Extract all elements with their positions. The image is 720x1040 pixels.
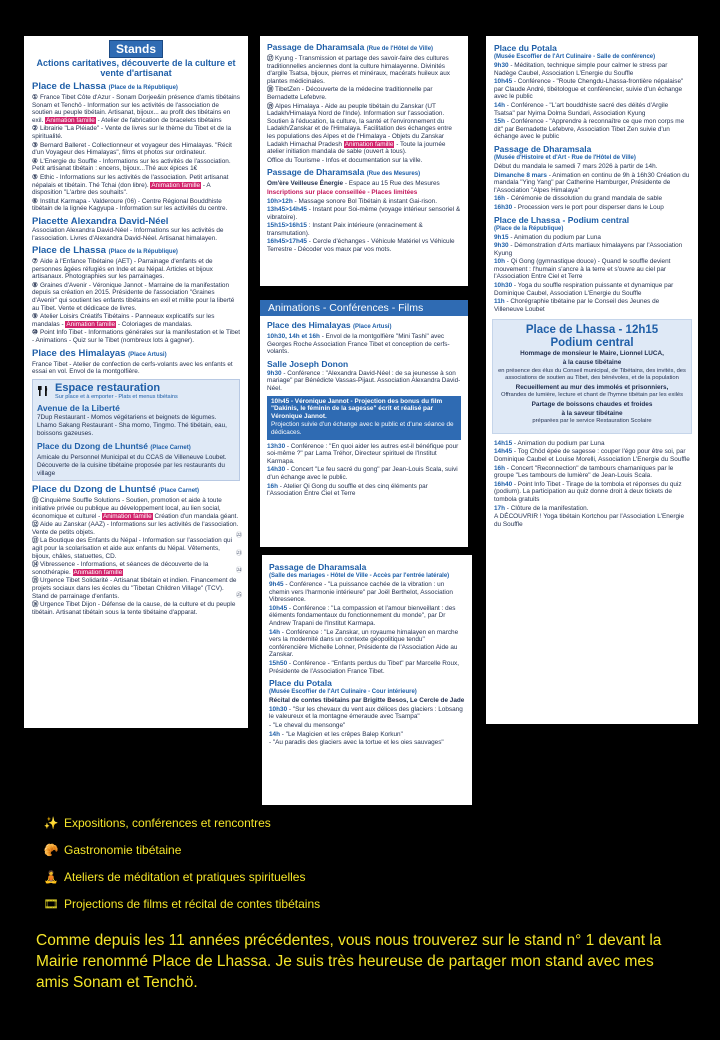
stand-entry: Découverte de la cuisine tibétaine proposée par les restaurants du village xyxy=(37,462,225,477)
podium-line: à la cause tibétaine xyxy=(562,359,622,367)
stand-entry: ⑬ La Boutique des Enfants du Népal - Information sur l'association qui agit pour la scolarisation et aide aux enfants du Népal. Vêtements, bijoux, châles, statuettes, CD. xyxy=(32,537,232,560)
stand-list xyxy=(32,497,240,616)
sparkles-icon: ✨ xyxy=(43,815,59,830)
schedule-entry: 10h - Qi Gong (gymnastique douce) - Quand le souffle devient mouvement : l'humain s'ancre à la terre et s'ouvre au ciel par l'Association Entre Ciel et Terre xyxy=(494,258,671,281)
restauration-title: Espace restauration xyxy=(55,381,161,394)
section-heading: Place de Lhassa (Place de la République) xyxy=(32,245,178,257)
legend-item: ✨ Expositions, conférences et rencontres xyxy=(43,815,271,830)
schedule-entry: 14h30 - Concert "Le feu sacré du gong" par Jean-Louis Scala, suivi d'un échange avec le public. xyxy=(267,466,458,481)
restauration-box xyxy=(32,379,240,482)
section-subheading: (Musée d'Histoire et d'Art - Rue de l'Hôtel de Ville) xyxy=(494,154,636,161)
section-heading: Place du Dzong de Lhuntsé (Place Carnet) xyxy=(37,440,191,451)
podium-line: à la saveur tibétaine xyxy=(561,409,623,417)
section-heading: Avenue de la Liberté xyxy=(37,402,120,413)
schedule-list xyxy=(267,443,461,498)
stand-entry: ⑩ Point Info Tibet - Informations générales sur la manifestation et le Tibet - Animations - Quiz sur le Tibet (nombreux lots à gagner). xyxy=(32,329,240,345)
stand-number: ㉕ xyxy=(236,593,243,599)
stand-entry: ⑰ Kyung - Transmission et partage des savoir-faire des cultures traditionnelles anciennes dont la culture himalayenne. Divinités d'argile Tsatsa, bijoux, pierres et minéraux, macérats huileux aux plantes médicinales. xyxy=(267,55,450,85)
schedule-entry: 14h - "Le Magicien et les crêpes Balep Korkun" xyxy=(269,730,403,738)
schedule-entry: 10h45 - Conférence : "La compassion et l'amour bienveillant : des éléments fondamentaux du fonctionnement du monde", par Dr Andrew Trapani de l'Institut Karmapa. xyxy=(269,604,456,627)
restaurant-list xyxy=(37,454,235,478)
animation-famille-badge: Animation famille xyxy=(66,320,116,328)
podium-line: Recueillement au mur des immolés et prisonniers, xyxy=(515,383,669,391)
stands-subtitle: Actions caritatives, découverte de la culture et vente d'artisanat xyxy=(36,58,236,78)
schedule-entry: 13h45>14h45 - Instant pour Soi-mème (voyage intérieur sensoriel & vibratoire). xyxy=(267,206,461,221)
stand-entry: Office du Tourisme - Infos et documentation sur la ville. xyxy=(267,156,423,164)
stand-entry: ② Librairie "La Pléiade" - Vente de livres sur le thème du Tibet et de la spiritualité. xyxy=(32,125,232,140)
stand-number: ㉒ xyxy=(236,533,243,539)
stand-entry: ④ L'Energie du Souffle - Informations sur les activités de l'association. Petit artisanat tibétain : encens, bijoux...Thé aux épices 1€ xyxy=(32,157,231,173)
schedule-entry: 15h - Conférence - "Apprendre à reconnaître ce que mon corps me dit" par Bernadette Lefebvre, Association Tibet Zen suivie d'un échange avec le public xyxy=(494,118,685,141)
stands-card xyxy=(24,36,248,728)
schedule-entry: Dimanche 8 mars - Animation en continu de 9h à 16h30 Création du mandala "Ying Yang" par Catherine Hamburger, Présidente de l'Association "Alpes Himalaya" xyxy=(494,171,690,194)
schedule-entry: 10h>12h - Massage sonore Bol Tibétain & instant Gai-rison. xyxy=(267,197,437,205)
schedule-entry: 14h - Conférence - "L'art bouddhiste sacré des déités d'Argile Tsatsa" par Nyima Dolma Sundari, Association Kyung xyxy=(494,101,669,117)
schedule-entry: 13h30 - Conférence : "En quoi aider les autres est-il bénéfique pour soi-même ?" par Lama Tréhor, Directeur spirituel de l'Institut Karmapa. xyxy=(267,442,459,465)
stand-list xyxy=(267,55,461,164)
meditation-icon: 🧘 xyxy=(43,869,59,884)
stand-entry: ① France Tibet Côte d'Azur - Sonam Dorjee&in présence d'amis tibétains Sonam et Tenchö - Information sur les activités de l'association de soutien au peuple tibétain. Artisanat, bijoux... au profit des tibétains en exil. Animation famille - Atelier de fabrication de bracelets tibétains xyxy=(32,94,240,124)
podium-line: Offrandes de lumière, lecture et chant de l'hymne tibétain par les exilés xyxy=(500,392,684,399)
ov-inscription: Inscriptions sur place conseillée - Places limitées xyxy=(267,188,418,196)
schedule-list xyxy=(494,440,690,529)
animation-famille-badge: Animation famille xyxy=(46,116,95,124)
stand-entry: Association Alexandra David-Néel - Informations sur les activités de l'association. Livres d'Alexandra David-Néel. Artisanat himalayen. xyxy=(32,226,224,242)
animations-bar: Animations - Conférences - Films xyxy=(260,300,468,316)
schedule-list xyxy=(494,234,690,314)
animation-famille-badge: Animation famille xyxy=(73,568,123,576)
dharamsala-card xyxy=(260,36,468,286)
jannot-box: 10h45 - Véronique Jannot - Projection des bonus du film "Dakinis, le féminin de la sagesse" écrit et réalisé par Véronique Jannot. Projection suivie d'un échange avec le public et d'une séance de dédicaces. xyxy=(267,396,461,440)
stand-entry: ⑯ Urgence Tibet Dijon - Défense de la cause, de la culture et du peuple tibétain. Artisanat tibétain sous la tente tibétaine d'apparat. xyxy=(32,601,236,616)
film-icon: 🎞 xyxy=(43,896,59,911)
schedule-entry: 10h30 - Yoga du souffle respiration puissante et dynamique par Dominique Caubel, Association L'Energie du Souffle xyxy=(494,282,674,297)
section-subheading: (Musée Escoffier de l'Art Culinaire - Salle de conférence) xyxy=(494,54,656,60)
schedule-entry: 17h - Clôture de la manifestation. xyxy=(494,504,589,512)
stand-list xyxy=(32,258,240,345)
stand-entry: ⑲ Alpes Himalaya - Aide au peuple tibétain du Zanskar (UT Ladakh/Himalaya Nord de l'Inde). Information sur l'association. Soutien à l'éducation, la culture, la santé et l'environnement du Ladakh/Zanskar et de l'Himalaya. Facilitation des échanges entre les populations des Alpes et de l'Himalaya - Objets du Zanskar Ladakh Himachal Pradesh Animation famille - Toute la journée atelier initiation mandala de sable (ouvert à tous). xyxy=(267,102,452,156)
stand-entry: ⑮ Urgence Tibet Solidarité - Artisanat tibétain et indien. Financement de projets sociaux dans les écoles du "Tibetan Children Village" (TCV). Stand de parrainage d'enfants. xyxy=(32,577,237,600)
animations-card xyxy=(260,300,468,547)
schedule-entry: 10h45 - Conférence - "Route Chengdu-Lhassa-frontière népalaise" par Claude André, tibétologue et conférencier, suivie d'un échange avec le public xyxy=(494,78,684,101)
section-heading: Passage de Dharamsala xyxy=(269,562,367,572)
schedule-entry: 14h - Conférence : "Le Zanskar, un royaume himalayen en marche vers la modernité dans un contexte géopolitique tendu" conférencière Michelle Lohner, Présidente de l'Association Aide au Zanskar. xyxy=(269,628,459,659)
stand-entry: ③ Bernard Balleret - Collectionneur et voyageur des Himalayas. "Récit d'un Voyageur des Himalayas", films et photos sur ordinateur. xyxy=(32,141,232,157)
stand-entry: 7Dup Restaurant - Momos végétariens et beignets de légumes. xyxy=(37,413,217,421)
section-subheading: (Place de la République) xyxy=(494,225,564,232)
section-heading: Placette Alexandra David-Néel xyxy=(32,215,169,227)
restauration-subtitle: Sur place et à emporter - Plats et menus tibétains xyxy=(55,393,178,400)
ov-line: Om'ère Veilleuse Énergie - Espace au 15 Rue des Mesures xyxy=(267,180,440,188)
stand-list xyxy=(32,227,240,242)
schedule-entry: - "Au paradis des glaciers avec la tortue et les oies sauvages" xyxy=(269,739,444,747)
mandala-intro: Début du mandala le samedi 7 mars 2026 à partir de 14h. xyxy=(494,162,658,170)
stand-list xyxy=(32,361,240,376)
animation-famille-badge: Animation famille xyxy=(344,140,394,148)
potala-card xyxy=(486,36,698,724)
schedule-list xyxy=(494,172,690,212)
section-subheading: (Musée Escoffier de l'Art Culinaire - Cour intérieure) xyxy=(269,689,417,696)
restaurant-list xyxy=(37,414,235,438)
section-heading: Passage de Dharamsala (Rue des Mesures) xyxy=(267,167,421,178)
animation-famille-badge: Animation famille xyxy=(103,512,152,520)
schedule-entry: 16h - Cérémonie de dissolution du grand mandala de sable xyxy=(494,195,663,203)
section-heading: Passage de Dharamsala (Rue de l'Hôtel de Ville) xyxy=(267,42,434,52)
stands-header xyxy=(32,40,240,78)
podium-subtitle: Podium central xyxy=(550,337,634,350)
schedule-entry: 9h30 - Conférence : "Alexandra David-Néel : de sa jeunesse à son mariage" par Bénédicte Vassas-Pijaut. Association Alexandra David-Néel. xyxy=(267,369,461,392)
schedule-list xyxy=(267,333,461,356)
stand-entry: Amicale du Personnel Municipal et du CCAS de Villeneuve Loubet. xyxy=(37,453,227,461)
schedule-entry: 11h - Chorégraphie tibétaine par le Conseil des Jeunes de Villeneuve Loubet xyxy=(494,298,660,313)
legend-item: 🥐 Gastronomie tibétaine xyxy=(43,842,182,857)
section-heading: Place du Potala xyxy=(269,678,332,689)
podium-title: Place de Lhassa - 12h15 xyxy=(525,324,659,337)
stands-title: Stands xyxy=(109,40,163,58)
schedule-entry: 9h45 - Conférence - "La puissance cachée de la vibration : un chemin vers l'harmonie intérieure" par Joël Berthelot, Association Vibressence. xyxy=(269,581,453,604)
podium-box xyxy=(492,319,692,433)
legend xyxy=(44,816,684,924)
schedule-entry: 10h30, 14h et 16h - Envol de la montgolfière "Mini Tashi" avec Georges Roche Association France Tibet et conception de cerfs-volants. xyxy=(267,333,450,356)
stand-entry: ⑤ Ethic - Informations sur les activités de l'association. Petit artisanat népalais et tibétain. Thé Tchai (don libre). Animation famille - A disposition "L'arbre des souhaits". xyxy=(32,173,229,197)
section-heading: Salle Joseph Donon xyxy=(267,358,349,369)
stand-entry: ⑦ Aide à l'Enfance Tibétaine (AET) - Parrainage d'enfants et de personnes âgées réfugiés en Inde et au Népal. Articles et bijoux artisanaux. Photographies sur les parrainages. xyxy=(32,258,213,281)
stand-entry: ⑭ Vibressence - Informations, et séances de découverte de la sonothérapie. Animation famille xyxy=(32,561,209,576)
schedule-entry: 15h50 - Conférence - "Enfants perdus du Tibet" par Marcelle Roux, Présidente de l'Association France Tibet. xyxy=(269,659,459,675)
schedule-entry: 15h15>16h15 : Instant Paix intérieure (enracinement & transmutation). xyxy=(267,222,423,237)
fork-knife-icon xyxy=(37,385,49,397)
podium-line: en présence des élus du Conseil municipal, de Tibétains, des invités, des associations de soutien au Tibet, des bénévoles, et de la population xyxy=(498,367,686,382)
schedule-list xyxy=(269,706,465,747)
stand-entry: ⑧ Graines d'Avenir - Véronique Jannot - Marraine de la manifestation depuis sa création en 2015. Présidente de l'association "Graines d'Avenir" qui soutient les enfants tibétains en exil et milite pour la liberté au Tibet. Vente et dédicace de livres. xyxy=(32,281,235,312)
section-heading: Place des Himalayas (Place Artusi) xyxy=(32,347,167,359)
stand-number: ㉓ xyxy=(236,551,243,557)
stand-list xyxy=(32,94,240,213)
stand-entry: ⑪ Cinquième Souffle Solutions - Soutien, promotion et aide à toute initiative privée ou publique au développement local, au lien social, économique et culturel - Animation famille Création d'un mandala géant. xyxy=(32,497,239,520)
schedule-entry: 16h - Atelier Qi Gong du souffle et des cinq éléments par l'Association Entre Ciel et Terre xyxy=(267,482,428,498)
schedule-entry: 9h30 - Méditation, technique simple pour calmer le stress par Nadège Caubel, Association L'Energie du Souffle xyxy=(494,62,668,77)
legend-item: 🎞 Projections de films et récital de contes tibétains xyxy=(43,896,321,911)
contes-intro: Récital de contes tibétains par Brigitte Besos, Le Cercle de Jade xyxy=(269,697,465,705)
schedule-entry: A DÉCOUVRIR ! Yoga tibétain Kortchou par l'Association L'Energie du Souffle xyxy=(494,513,685,528)
animation-famille-badge: Animation famille xyxy=(151,181,201,189)
schedule-entry: 9h15 - Animation du podium par Luna xyxy=(494,233,601,241)
schedule-entry: 9h30 - Démonstration d'Arts martiaux himalayens par l'Association Kyung xyxy=(494,242,683,257)
schedule-entry: - "Le cheval du mensonge" xyxy=(269,721,346,729)
legend-item: 🧘 Ateliers de méditation et pratiques spirituelles xyxy=(43,869,306,884)
stand-entry: ⑱ TibetZen - Découverte de la médecine traditionnelle par Bernadette Lefebvre. xyxy=(267,86,433,101)
podium-line: Partage de boissons chaudes et froides xyxy=(531,401,653,408)
stand-entry: ⑨ Atelier Loisirs Créatifs Tibétains - Panneaux explicatifs sur les mandalas - Animation famille - Coloriages de mandalas. xyxy=(32,313,215,328)
schedule-list xyxy=(494,62,690,141)
bread-icon: 🥐 xyxy=(43,842,59,857)
intro-paragraph: Comme depuis les 11 années précédentes, vous nous trouverez sur le stand n° 1 devant la Mairie renommé Place de Lhassa. Je suis très heureuse de partager mon stand avec mes amis Sonam et Tenchö. xyxy=(36,932,662,991)
schedule-list xyxy=(267,198,461,254)
schedule-entry: 16h30 - Procession vers le port pour disperser dans le Loup xyxy=(494,203,664,211)
dharamsala-conferences-card xyxy=(262,555,472,805)
schedule-list xyxy=(269,581,465,675)
schedule-entry: 10h30 - "Sur les chevaux du vent aux délices des glaciers : Lobsang le valeureux et la montagne émeraude avec Tsampa" xyxy=(269,705,463,721)
podium-line: Hommage de monsieur le Maire, Lionnel LUCA, xyxy=(520,350,664,358)
section-heading: Place des Himalayas (Place Artusi) xyxy=(267,320,392,330)
schedule-entry: 14h45 - Tog Chöd épée de sagesse : couper l'égo pour être soi, par Dominique Caubel et Louise Morelli, Association L'Energie du Souffle xyxy=(494,448,690,463)
schedule-entry: 16h40 - Point Info Tibet - Tirage de la tombola et réponses du quiz (podium). La participation au quiz donne droit à deux tickets de tombola gratuits xyxy=(494,480,682,503)
stand-entry: France Tibet - Atelier de confection de cerfs-volants avec les enfants et essai en vol. Envol de la montgolfière. xyxy=(32,360,233,376)
stand-entry: Lhamo Sakang Restaurant - Sha momo, Tingmo. Thé tibétain, eau, boissons gazeuses. xyxy=(37,422,227,437)
stand-number: ㉔ xyxy=(236,568,243,574)
section-heading: Passage de Dharamsala xyxy=(494,143,592,154)
stand-entry: ⑫ Aide au Zanskar (AAZ) - Informations sur les activités de l'association. Vente de petits objets. xyxy=(32,521,239,536)
podium-line: préparées par le service Restauration Scolaire xyxy=(532,418,652,425)
section-heading: Place de Lhassa - Podium central xyxy=(494,214,630,225)
section-heading: Place du Potala xyxy=(494,43,557,53)
schedule-entry: 14h15 - Animation du podium par Luna xyxy=(494,439,605,447)
section-heading: Place de Lhassa (Place de la République) xyxy=(32,81,178,92)
stand-entry: ⑥ Institut Karmapa - Valderoure (06) - Centre Régional Bouddhiste tibétain de la lignée Kagyupa - Information sur les activités du centre. xyxy=(32,197,228,213)
schedule-entry: 16h - Concert "Reconnection" de tambours chamaniques par le groupe "Les tambours de lumière" de Jean-Louis Scala. xyxy=(494,464,674,480)
section-heading: Place du Dzong de Lhuntsé (Place Carnet) xyxy=(32,484,200,496)
schedule-list xyxy=(267,370,461,393)
schedule-entry: 16h45>17h45 - Cercle d'échanges - Véhicule Matériel vs Véhicule Terrestre - Décoder vos maux par vos mots. xyxy=(267,238,455,254)
section-subheading: (Salle des mariages - Hôtel de Ville - Accès par l'entrée latérale) xyxy=(269,573,450,579)
